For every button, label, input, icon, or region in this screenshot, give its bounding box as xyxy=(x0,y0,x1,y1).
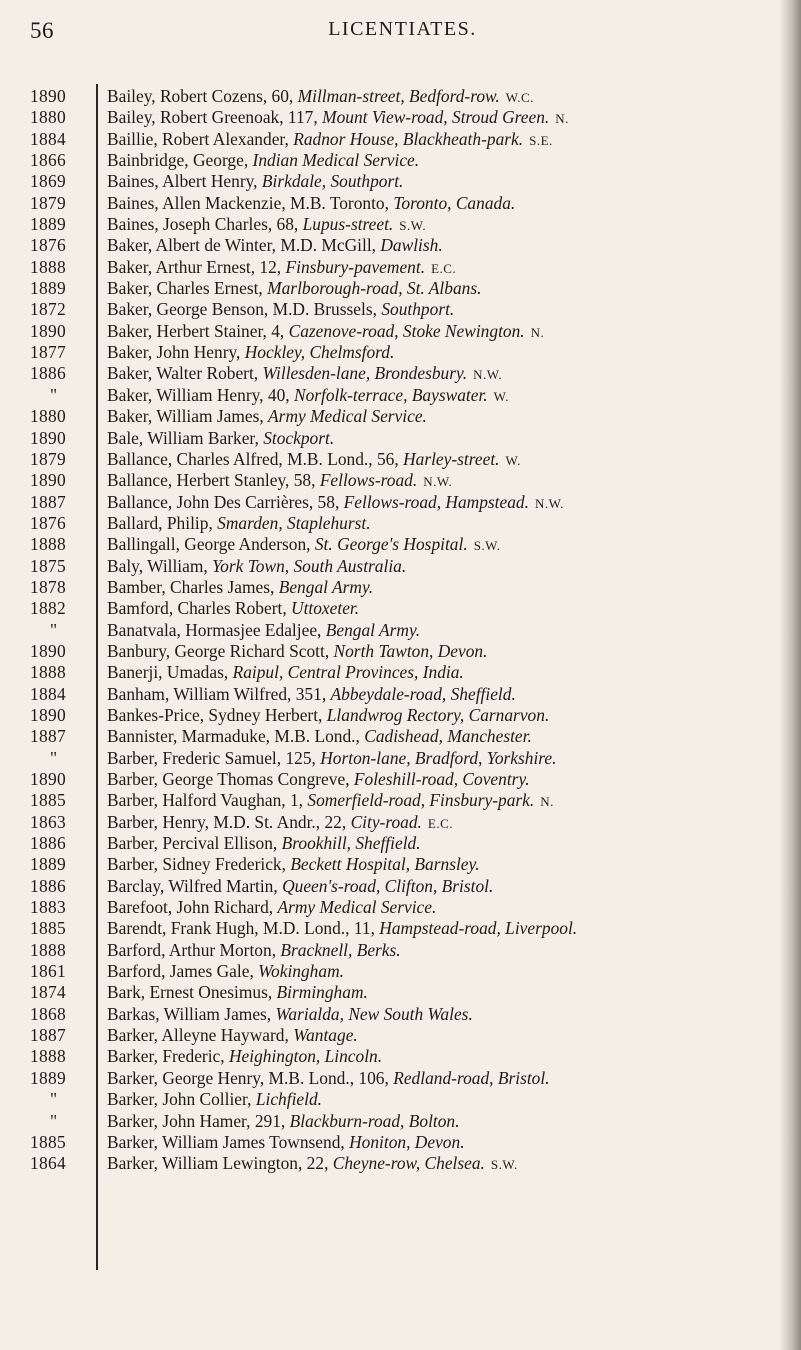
entry-address: Beckett Hospital, Barnsley. xyxy=(290,854,480,875)
entry-address: Foleshill-road, Coventry. xyxy=(353,769,530,789)
list-item xyxy=(107,428,779,449)
list-item xyxy=(107,790,779,811)
entry-name: Barber, Sidney Frederick, xyxy=(107,854,291,875)
entry-name: Barber, Halford Vaughan, 1, xyxy=(107,790,308,811)
list-item xyxy=(107,1068,779,1089)
entry-address: Brookhill, Sheffield. xyxy=(281,833,421,854)
entry-year: " xyxy=(50,384,58,405)
entry-district: N.W. xyxy=(473,367,503,383)
year-column xyxy=(30,86,90,1175)
entry-name: Bamber, Charles James, xyxy=(107,576,279,597)
list-item xyxy=(107,982,779,1003)
list-item xyxy=(107,86,779,107)
entry-district: E.C. xyxy=(431,260,457,276)
entry-address: Bracknell, Berks. xyxy=(280,939,401,960)
list-item xyxy=(107,299,779,320)
entry-year: 1876 xyxy=(30,235,66,256)
list-item xyxy=(107,406,779,427)
entry-address: Finsbury-pavement. xyxy=(285,256,426,277)
entry-year: 1868 xyxy=(30,1003,66,1024)
list-item xyxy=(107,534,779,555)
list-item xyxy=(107,1025,779,1046)
entry-year: 1872 xyxy=(30,299,66,320)
entry-name: Bailey, Robert Greenoak, 117, xyxy=(107,107,323,128)
entry-address: Wokingham. xyxy=(258,961,344,982)
entry-district: S.W. xyxy=(473,538,501,554)
page-header xyxy=(30,18,775,52)
entry-name: Baker, Herbert Stainer, 4, xyxy=(107,320,289,341)
page-number: 56 xyxy=(30,18,54,43)
entry-year: 1890 xyxy=(30,470,66,491)
entry-name: Barker, John Collier, xyxy=(107,1089,256,1110)
list-item xyxy=(107,833,779,854)
entry-year: 1874 xyxy=(30,982,66,1003)
entry-name: Ballance, John Des Carrières, 58, xyxy=(107,491,344,512)
entry-district: N. xyxy=(555,111,569,127)
entry-name: Baines, Allen Mackenzie, M.B. Toronto, xyxy=(107,192,394,213)
entry-address: North Tawton, Devon. xyxy=(333,640,488,661)
entry-name: Baly, William, xyxy=(107,555,213,576)
list-item xyxy=(107,235,779,256)
list-item xyxy=(107,321,779,342)
entry-year: " xyxy=(50,1089,58,1110)
entry-address: Bengal Army. xyxy=(325,619,421,640)
entry-year: 1878 xyxy=(30,576,66,597)
entry-address: Millman-street, Bedford-row. xyxy=(297,86,500,106)
entry-name: Baker, Albert de Winter, M.D. McGill, xyxy=(107,235,381,256)
list-item xyxy=(107,257,779,278)
entry-address: Toronto, Canada. xyxy=(393,192,516,213)
entry-name: Bailey, Robert Cozens, 60, xyxy=(107,86,298,106)
entry-address: Hockley, Chelmsford. xyxy=(244,342,395,363)
entry-address: Blackburn-road, Bolton. xyxy=(289,1110,460,1131)
entry-address: Queen's-road, Clifton, Bristol. xyxy=(282,875,494,896)
entry-address: City-road. xyxy=(350,811,422,832)
entry-address: Warialda, New South Wales. xyxy=(275,1003,473,1024)
entry-name: Barker, Alleyne Hayward, xyxy=(107,1025,294,1046)
entry-year: 1886 xyxy=(30,363,66,384)
entry-name: Bankes-Price, Sydney Herbert, xyxy=(107,704,327,725)
entry-address: Fellows-road. xyxy=(319,470,418,491)
entry-year: 1885 xyxy=(30,918,66,939)
list-item xyxy=(107,1046,779,1067)
entry-district: N.W. xyxy=(534,495,564,511)
entry-address: Honiton, Devon. xyxy=(349,1131,465,1152)
list-item xyxy=(107,961,779,982)
entry-year: 1890 xyxy=(30,769,66,789)
entry-name: Banerji, Umadas, xyxy=(107,662,233,683)
entry-year: 1890 xyxy=(30,86,66,106)
entry-year: 1885 xyxy=(30,1131,66,1152)
entry-address: Cheyne-row, Chelsea. xyxy=(332,1153,485,1174)
entry-name: Bark, Ernest Onesimus, xyxy=(107,982,277,1003)
entry-name: Barker, William James Townsend, xyxy=(107,1131,350,1152)
entry-year: 1886 xyxy=(30,875,66,896)
entry-year: 1888 xyxy=(30,662,66,683)
entry-address: Fellows-road, Hampstead. xyxy=(343,491,529,512)
list-item xyxy=(107,769,779,790)
entry-year: 1887 xyxy=(30,491,66,512)
entry-district: N. xyxy=(530,324,545,340)
entry-year: 1888 xyxy=(30,534,66,555)
entry-name: Barber, Henry, M.D. St. Andr., 22, xyxy=(107,811,351,832)
entry-year: 1863 xyxy=(30,811,66,832)
list-item xyxy=(107,278,779,299)
entry-name: Barker, George Henry, M.B. Lond., 106, xyxy=(107,1067,394,1088)
list-item xyxy=(107,684,779,705)
entry-name: Baker, William James, xyxy=(107,406,269,427)
entry-name: Bannister, Marmaduke, M.B. Lond., xyxy=(107,726,365,747)
entry-district: W. xyxy=(505,452,521,468)
entry-name: Barford, James Gale, xyxy=(107,961,259,982)
list-item xyxy=(107,1111,779,1132)
entry-name: Baker, Charles Ernest, xyxy=(107,278,268,299)
entry-district: N. xyxy=(540,794,554,810)
entry-year: 1875 xyxy=(30,555,66,576)
entry-name: Baillie, Robert Alexander, xyxy=(107,128,294,149)
entry-name: Ballance, Herbert Stanley, 58, xyxy=(107,470,320,491)
entry-district: S.E. xyxy=(529,132,553,148)
entry-address: Radnor House, Blackheath-park. xyxy=(293,128,524,149)
entry-name: Barber, George Thomas Congreve, xyxy=(107,769,354,789)
entry-year: 1890 xyxy=(30,427,66,448)
entry-year: 1861 xyxy=(30,961,66,982)
entry-name: Bainbridge, George, xyxy=(107,150,253,171)
entry-name: Barefoot, John Richard, xyxy=(107,897,278,918)
entry-name: Barber, Frederic Samuel, 125, xyxy=(107,747,321,768)
entry-year: 1890 xyxy=(30,640,66,661)
page-edge-shadow xyxy=(779,0,801,1350)
list-item xyxy=(107,918,779,939)
list-item xyxy=(107,556,779,577)
entry-district: S.W. xyxy=(399,218,427,234)
entry-name: Ballance, Charles Alfred, M.B. Lond., 56, xyxy=(107,448,404,469)
entry-year: " xyxy=(50,619,58,640)
entry-name: Baines, Joseph Charles, 68, xyxy=(107,214,303,235)
column-divider xyxy=(96,84,98,1270)
list-item xyxy=(107,1004,779,1025)
list-item xyxy=(107,492,779,513)
entry-address: Stockport. xyxy=(263,427,335,448)
entry-name: Bamford, Charles Robert, xyxy=(107,598,292,619)
entry-address: Harley-street. xyxy=(403,448,500,469)
entry-name: Banham, William Wilfred, 351, xyxy=(107,683,331,704)
entry-year: 1883 xyxy=(30,897,66,918)
list-item xyxy=(107,940,779,961)
list-item xyxy=(107,171,779,192)
list-item xyxy=(107,513,779,534)
entry-name: Barclay, Wilfred Martin, xyxy=(107,875,283,896)
entry-name: Baker, John Henry, xyxy=(107,342,245,363)
entry-year: 1866 xyxy=(30,150,66,171)
entry-name: Barker, Frederic, xyxy=(107,1046,229,1067)
list-item xyxy=(107,342,779,363)
entry-address: Raipul, Central Provinces, India. xyxy=(232,662,464,683)
entry-year: 1869 xyxy=(30,171,66,192)
entry-address: Willesden-lane, Brondesbury. xyxy=(262,363,468,384)
entry-name: Ballingall, George Anderson, xyxy=(107,534,315,555)
entry-name: Banbury, George Richard Scott, xyxy=(107,640,334,661)
entry-district: W. xyxy=(493,388,509,404)
entry-address: Norfolk-terrace, Bayswater. xyxy=(293,384,488,405)
list-item xyxy=(107,107,779,128)
list-item xyxy=(107,726,779,747)
entry-year: " xyxy=(50,747,58,768)
entry-address: Birmingham. xyxy=(276,982,368,1003)
list-item xyxy=(107,214,779,235)
list-item xyxy=(107,897,779,918)
entry-year: 1887 xyxy=(30,726,66,747)
entry-address: Llandwrog Rectory, Carnarvon. xyxy=(326,704,550,725)
entry-address: York Town, South Australia. xyxy=(212,555,407,576)
entry-name: Baines, Albert Henry, xyxy=(107,171,262,192)
entry-address: Redland-road, Bristol. xyxy=(393,1067,550,1088)
entry-name: Bale, William Barker, xyxy=(107,427,264,448)
list-item xyxy=(107,662,779,683)
list-item xyxy=(107,1153,779,1174)
entry-address: Abbeydale-road, Sheffield. xyxy=(330,683,516,704)
entry-name: Barford, Arthur Morton, xyxy=(107,939,281,960)
entry-address: Mount View-road, Stroud Green. xyxy=(322,107,550,128)
entry-name: Barker, William Lewington, 22, xyxy=(107,1153,333,1174)
list-item xyxy=(107,577,779,598)
entry-year: 1884 xyxy=(30,683,66,704)
entry-year: 1880 xyxy=(30,107,66,128)
list-item xyxy=(107,470,779,491)
entry-name: Barendt, Frank Hugh, M.D. Lond., 11, xyxy=(107,918,380,939)
list-item xyxy=(107,1089,779,1110)
list-item xyxy=(107,705,779,726)
entry-year: 1879 xyxy=(30,192,66,213)
running-title: LICENTIATES. xyxy=(328,18,477,40)
list-item xyxy=(107,385,779,406)
entry-year: 1877 xyxy=(30,342,66,363)
list-item xyxy=(107,193,779,214)
entry-name: Baker, George Benson, M.D. Brussels, xyxy=(107,299,382,320)
entry-address: Birkdale, Southport. xyxy=(261,171,404,192)
entry-name: Barker, John Hamer, 291, xyxy=(107,1110,290,1131)
entry-year: 1889 xyxy=(30,278,66,299)
entry-year: 1887 xyxy=(30,1025,66,1046)
entry-address: Cadishead, Manchester. xyxy=(364,726,532,747)
entry-address: Horton-lane, Bradford, Yorkshire. xyxy=(320,747,557,768)
entry-year: 1890 xyxy=(30,320,66,341)
entry-address: Lichfield. xyxy=(255,1089,323,1110)
list-item xyxy=(107,854,779,875)
entry-name: Ballard, Philip, xyxy=(107,512,218,533)
entry-year: " xyxy=(50,1110,58,1131)
list-item xyxy=(107,449,779,470)
entry-year: 1885 xyxy=(30,790,66,811)
entry-address: Army Medical Service. xyxy=(268,406,427,427)
entry-address: Marlborough-road, St. Albans. xyxy=(267,278,482,299)
entry-year: 1864 xyxy=(30,1153,66,1174)
entry-address: Lupus-street. xyxy=(302,214,394,235)
list-item xyxy=(107,620,779,641)
list-item xyxy=(107,641,779,662)
entry-district: S.W. xyxy=(490,1157,518,1173)
entry-address: Cazenove-road, Stoke Newington. xyxy=(288,320,525,341)
list-item xyxy=(107,876,779,897)
entry-district: W.C. xyxy=(505,90,534,105)
entry-district: E.C. xyxy=(427,815,454,831)
list-item xyxy=(107,812,779,833)
entry-year: 1888 xyxy=(30,256,66,277)
list-item xyxy=(107,1132,779,1153)
entry-year: 1884 xyxy=(30,128,66,149)
entry-year: 1888 xyxy=(30,939,66,960)
entry-address: Bengal Army. xyxy=(278,576,374,597)
list-item xyxy=(107,598,779,619)
entries-list xyxy=(107,86,779,1175)
list-item xyxy=(107,748,779,769)
entry-year: 1889 xyxy=(30,854,66,875)
entry-address: Uttoxeter. xyxy=(291,598,360,619)
entry-address: Hampstead-road, Liverpool. xyxy=(379,918,578,939)
entry-year: 1879 xyxy=(30,448,66,469)
entry-address: Dawlish. xyxy=(380,235,443,256)
entry-address: Indian Medical Service. xyxy=(252,150,420,171)
list-item xyxy=(107,129,779,150)
entry-address: Smarden, Staplehurst. xyxy=(217,512,371,533)
entry-address: Southport. xyxy=(381,299,455,320)
entry-year: 1890 xyxy=(30,704,66,725)
entry-address: Heighington, Lincoln. xyxy=(228,1046,383,1067)
entry-year: 1876 xyxy=(30,512,66,533)
entry-year: 1889 xyxy=(30,214,66,235)
entry-name: Banatvala, Hormasjee Edaljee, xyxy=(107,619,326,640)
entry-year: 1880 xyxy=(30,406,66,427)
list-item xyxy=(107,363,779,384)
entry-name: Baker, Arthur Ernest, 12, xyxy=(107,256,286,277)
entry-address: Wantage. xyxy=(293,1025,358,1046)
entry-name: Baker, William Henry, 40, xyxy=(107,384,294,405)
entry-name: Barkas, William James, xyxy=(107,1003,276,1024)
entry-year: 1882 xyxy=(30,598,66,619)
entry-name: Baker, Walter Robert, xyxy=(107,363,263,384)
entry-year: 1888 xyxy=(30,1046,66,1067)
entry-address: St. George's Hospital. xyxy=(314,534,468,555)
entry-name: Barber, Percival Ellison, xyxy=(107,833,282,854)
entry-address: Somerfield-road, Finsbury-park. xyxy=(307,790,535,811)
entry-address: Army Medical Service. xyxy=(277,897,437,918)
entry-year: 1886 xyxy=(30,833,66,854)
entry-district: N.W. xyxy=(423,474,453,490)
entry-year: 1889 xyxy=(30,1067,66,1088)
list-item xyxy=(107,150,779,171)
